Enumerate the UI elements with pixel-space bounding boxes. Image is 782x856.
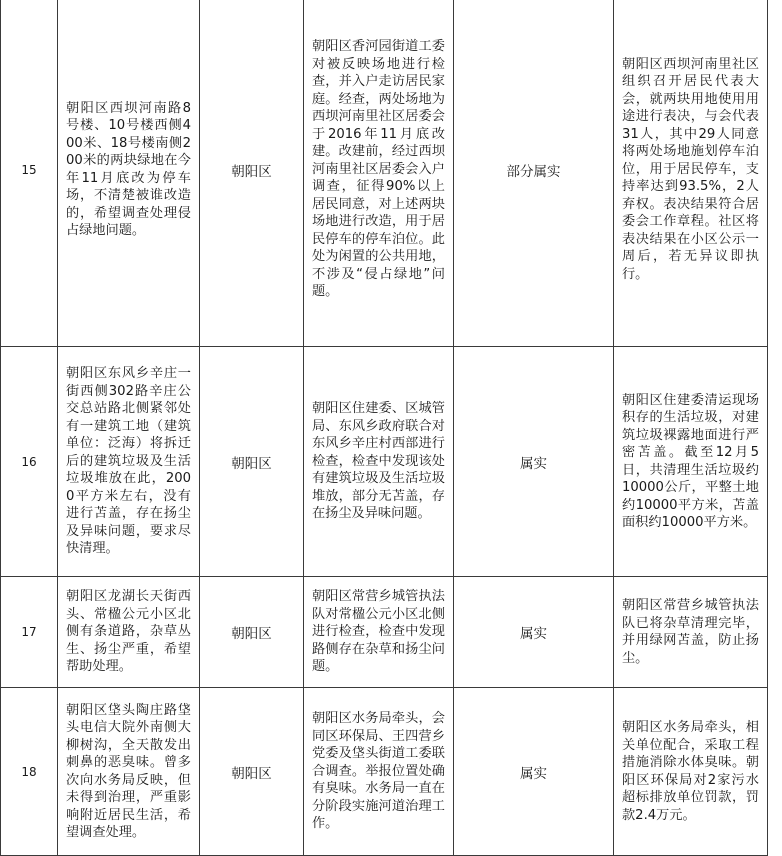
- investigation-cell: 朝阳区住建委、区城管局、东风乡政府联合对东风乡辛庄村西部进行检查，检查中发现该处有建筑垃圾及生活垃圾堆放，部分无苫盖，存在扬尘及异味问题。: [304, 347, 454, 577]
- district-cell: 朝阳区: [200, 0, 304, 347]
- issue-cell: 朝阳区西坝河南路8号楼、10号楼西侧400米、18号楼南侧200米的两块绿地在今年11月底改为停车场，不清楚被谁改造的，希望调查处理侵占绿地问题。: [58, 0, 200, 347]
- issue-cell: 朝阳区东风乡辛庄一街西侧302路辛庄公交总站路北侧紧邻处有一建筑工地（建筑单位：泛海）将拆迁后的建筑垃圾及生活垃圾堆放在此，2000平方米左右，没有进行苫盖，存在扬尘及异味问题，要求尽快清理。: [58, 347, 200, 577]
- handling-cell: 朝阳区西坝河南里社区组织召开居民代表大会，就两块用地使用用途进行表决，与会代表31人，其中29人同意将两处场地施划停车泊位，用于居民停车，支持率达到93.5%，2人弃权。表决结果符合居委会工作章程。社区将表决结果在小区公示一周后，若无异议即执行。: [614, 0, 768, 347]
- verdict-cell: 属实: [454, 688, 614, 856]
- investigation-cell: 朝阳区常营乡城管执法队对常楹公元小区北侧进行检查，检查中发现路侧存在杂草和扬尘问题。: [304, 577, 454, 688]
- table-row: [1, 0, 768, 347]
- handling-cell: 朝阳区常营乡城管执法队已将杂草清理完毕，并用绿网苫盖，防止扬尘。: [614, 577, 768, 688]
- handling-cell: 朝阳区住建委清运现场积存的生活垃圾，对建筑垃圾裸露地面进行严密苫盖。截至12月5日，共清理生活垃圾约10000公斤，平整土地约10000平方米，苫盖面积约10000平方米。: [614, 347, 768, 577]
- row-index: 17: [1, 577, 58, 688]
- row-index: 16: [1, 347, 58, 577]
- table-row: [1, 347, 768, 577]
- verdict-cell: 属实: [454, 347, 614, 577]
- handling-cell: 朝阳区水务局牵头，相关单位配合，采取工程措施消除水体臭味。朝阳区环保局对2家污水超标排放单位罚款，罚款2.4万元。: [614, 688, 768, 856]
- issue-cell: 朝阳区垡头陶庄路垡头电信大院外南侧大柳树沟，全天散发出刺鼻的恶臭味。曾多次向水务局反映，但未得到治理，严重影响附近居民生活，希望调查处理。: [58, 688, 200, 856]
- table-row: [1, 688, 768, 856]
- district-cell: 朝阳区: [200, 577, 304, 688]
- row-index: 15: [1, 0, 58, 347]
- investigation-cell: 朝阳区香河园街道工委对被反映场地进行检查，并入户走访居民家庭。经查，两处场地为西坝河南里社区居委会于2016年11月底改建。改建前，经过西坝河南里社区居委会入户调查，征得90%以上居民同意，对上述两块场地进行改造，用于居民停车的停车泊位。此处为闲置的公共用地，不涉及“侵占绿地”问题。: [304, 0, 454, 347]
- issue-cell: 朝阳区龙湖长天街西头、常楹公元小区北侧有条道路，杂草丛生、扬尘严重，希望帮助处理。: [58, 577, 200, 688]
- district-cell: 朝阳区: [200, 347, 304, 577]
- district-cell: 朝阳区: [200, 688, 304, 856]
- investigation-cell: 朝阳区水务局牵头，会同区环保局、王四营乡党委及垡头街道工委联合调查。举报位置处确有臭味。水务局一直在分阶段实施河道治理工作。: [304, 688, 454, 856]
- table-row: [1, 577, 768, 688]
- row-index: 18: [1, 688, 58, 856]
- verdict-cell: 属实: [454, 577, 614, 688]
- verdict-cell: 部分属实: [454, 0, 614, 347]
